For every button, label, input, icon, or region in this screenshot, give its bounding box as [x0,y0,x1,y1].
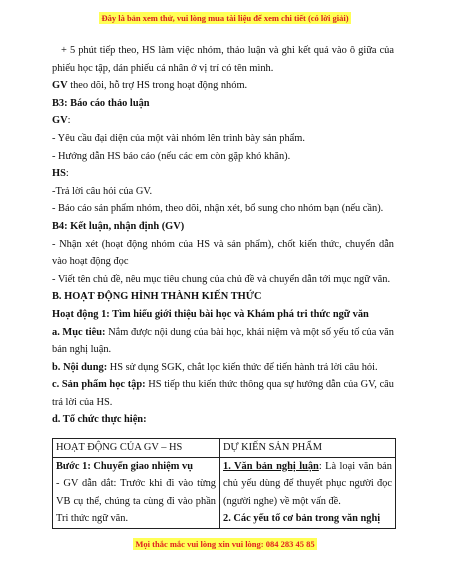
gv-item-1: - Yêu cầu đại diện của một vài nhóm lên trình bày sản phẩm. [52,132,305,144]
contact-notice-text: Mọi thắc mắc vui lòng xin vui lòng: 084 283 45 85 [135,539,315,549]
b4-item-1: - Nhận xét (hoạt động nhóm của HS và sản phẩm), chốt kiến thức, chuyển dẫn vào hoạt động đọc [52,238,394,268]
section-b-heading: B. HOẠT ĐỘNG HÌNH THÀNH KIẾN THỨC [52,291,262,303]
activity-table [52,438,396,529]
gv-label: GV [52,80,68,92]
contact-notice-banner [0,539,450,549]
hs-colon: : [65,168,69,180]
table-header-products: DỰ KIẾN SẢN PHẨM [220,439,396,458]
product-item-1-label: 1. Văn bản nghị luận [223,460,319,472]
gv-support-text: theo dõi, hỗ trợ HS trong hoạt động nhóm. [67,80,248,92]
product-paragraph [52,376,394,411]
hs-section-label [52,165,394,183]
step-1-heading: Bước 1: Chuyển giao nhiệm vụ [56,460,193,472]
product-label: c. Sản phẩm học tập: [52,379,146,391]
table-cell-products [220,457,396,528]
content-label: b. Nội dung: [52,361,108,373]
product-item-1 [223,458,392,511]
product-item-1-text: : Là loại văn bản chủ yếu dùng để thuyết phục người đọc (người nghe) về một vấn đề. [223,460,392,507]
preview-notice-banner [0,13,450,23]
heading-b3: B3: Báo cáo thảo luận [52,97,150,109]
preview-notice-text: Đây là bản xem thử, vui lòng mua tài liệu để xem chi tiết (có lời giải) [101,13,349,23]
product-item-2-label: 2. Các yếu tố cơ bản trong văn nghị [223,513,381,525]
content-paragraph [52,359,394,377]
step-1-text: - GV dẫn dắt: Trước khi đi vào từng VB cụ thể, chúng ta cùng đi vào phần Tri thức ngữ văn. [56,478,216,525]
activity-1-heading: Hoạt động 1: Tìm hiểu giới thiệu bài học và Khám phá tri thức ngữ văn [52,308,369,320]
heading-b4: B4: Kết luận, nhận định (GV) [52,220,185,232]
table-header-row [53,439,396,458]
paragraph-gv-support [52,77,394,95]
table-row [53,457,396,528]
objective-text: Nắm được nội dung của bài học, khái niệm và một số yếu tố của văn bản nghị luận. [52,326,394,356]
hs-title: HS [52,168,66,180]
gv-section-label [52,112,394,130]
hs-item-2: - Báo cáo sản phẩm nhóm, theo dõi, nhận xét, bổ sung cho nhóm bạn (nếu cần). [52,203,384,215]
organization-heading: d. Tổ chức thực hiện: [52,414,147,426]
b4-item-2: - Viết tên chủ đề, nêu mục tiêu chung của chủ đề và chuyển dẫn tới mục ngữ văn. [52,273,391,285]
gv-title: GV [52,115,68,127]
gv-item-2: - Hướng dẫn HS báo cáo (nếu các em còn gặp khó khăn). [52,150,291,162]
paragraph-group-work: + 5 phút tiếp theo, HS làm việc nhóm, thảo luận và ghi kết quả vào ô giữa của phiếu học tập, dán phiếu cá nhân ở vị trí có tên mình. [52,45,394,74]
table-cell-activities [53,457,220,528]
table-header-activities: HOẠT ĐỘNG CỦA GV – HS [53,439,220,458]
content-text: HS sử dụng SGK, chắt lọc kiến thức để tiến hành trả lời câu hỏi. [107,361,378,373]
product-text: HS tiếp thu kiến thức thông qua sự hướng dẫn của GV, câu trả lời của HS. [52,379,394,408]
gv-colon: : [67,115,71,127]
objective-label: a. Mục tiêu: [52,326,106,338]
objective-paragraph [52,324,394,359]
hs-item-1: -Trả lời câu hỏi của GV. [52,185,153,197]
document-body [52,42,394,429]
